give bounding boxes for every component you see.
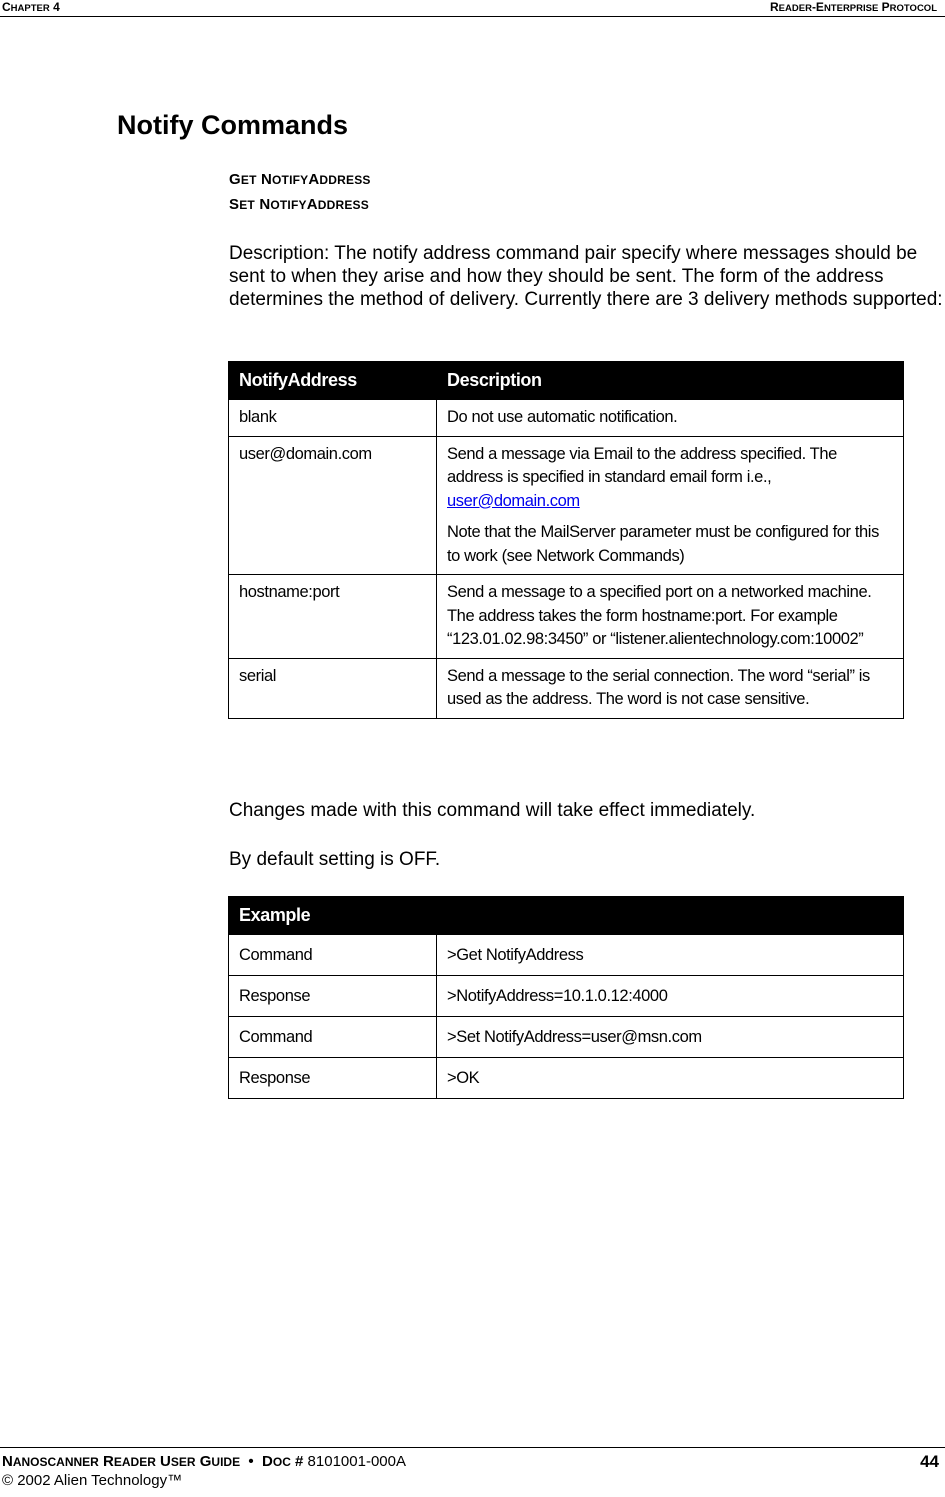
header-rule <box>0 16 945 17</box>
example-value: >NotifyAddress=10.1.0.12:4000 <box>437 976 904 1017</box>
address-cell: user@domain.com <box>229 436 437 575</box>
example-label: Command <box>229 935 437 976</box>
example-row <box>229 1058 904 1099</box>
table-row <box>229 400 904 437</box>
changes-note: Changes made with this command will take effect immediately. <box>229 800 756 821</box>
description-cell: Send a message via Email to the address specified. The address is specified in standard email form i.e., user@domain.com Note that the MailServer parameter must be configured for this to work (see Network Commands) <box>437 436 904 575</box>
example-row <box>229 976 904 1017</box>
table-header-row <box>229 362 904 400</box>
address-cell: blank <box>229 400 437 437</box>
column-header-notifyaddress: NotifyAddress <box>229 362 437 400</box>
example-header-blank <box>437 897 904 935</box>
command-set-notifyaddress: SET NOTIFYADDRESS <box>229 196 369 213</box>
example-label: Response <box>229 976 437 1017</box>
example-table <box>228 896 904 1099</box>
description-cell: Do not use automatic notification. <box>437 400 904 437</box>
example-label: Command <box>229 1017 437 1058</box>
description-cell: Send a message to the serial connection. The word “serial” is used as the address. The word is not case sensitive. <box>437 658 904 718</box>
footer-bullet: • <box>248 1453 254 1470</box>
example-header-row <box>229 897 904 935</box>
table-row <box>229 436 904 575</box>
description-cell: Send a message to a specified port on a networked machine. The address takes the form hostname:port. For example “123.01.02.98:3450” or “listener.alientechnology.com:10002” <box>437 575 904 659</box>
default-note: By default setting is OFF. <box>229 849 441 870</box>
example-value: >Get NotifyAddress <box>437 935 904 976</box>
column-header-description: Description <box>437 362 904 400</box>
page-title: Notify Commands <box>117 110 349 140</box>
example-row <box>229 935 904 976</box>
table-row <box>229 575 904 659</box>
description-paragraph: Description: The notify address command pair specify where messages should be sent to when they arise and how they should be sent. The form of the address determines the method of delivery. Currently there are 3 delivery methods supported: <box>229 243 943 310</box>
example-header: Example <box>229 897 437 935</box>
footer-copyright: © 2002 Alien Technology™ <box>2 1472 183 1489</box>
table-row <box>229 658 904 718</box>
footer-doc-number: 8101001-000A <box>307 1453 406 1470</box>
running-header-chapter: CHAPTER 4 <box>2 0 60 14</box>
example-row <box>229 1017 904 1058</box>
page-number: 44 <box>920 1452 939 1471</box>
example-value: >OK <box>437 1058 904 1099</box>
footer-guide: NANOSCANNER READER USER GUIDE • DOC # 8101001-000A <box>2 1453 406 1470</box>
example-label: Response <box>229 1058 437 1099</box>
address-cell: hostname:port <box>229 575 437 659</box>
footer-rule <box>0 1447 945 1448</box>
running-header-section: READER-ENTERPRISE PROTOCOL <box>770 0 937 14</box>
command-get-notifyaddress: GET NOTIFYADDRESS <box>229 171 371 188</box>
notify-address-table <box>228 361 904 719</box>
example-value: >Set NotifyAddress=user@msn.com <box>437 1017 904 1058</box>
email-link[interactable]: user@domain.com <box>447 491 580 510</box>
address-cell: serial <box>229 658 437 718</box>
